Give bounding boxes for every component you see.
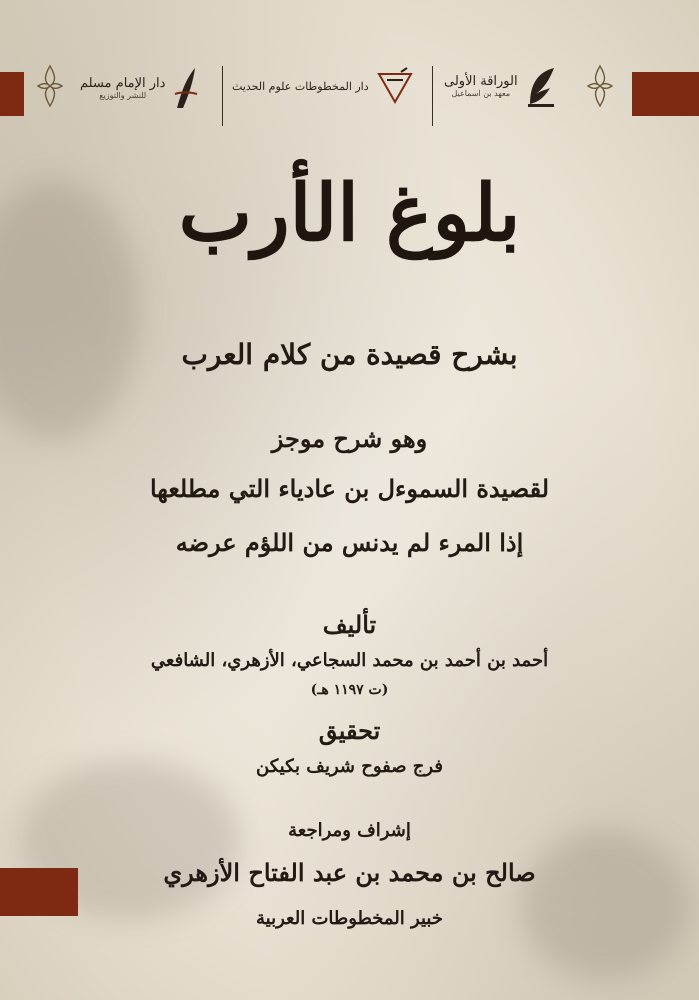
publisher-logo-middle bbox=[232, 66, 415, 106]
book-title: بلوغ الأرب bbox=[178, 168, 521, 259]
publisher-logo-right bbox=[444, 64, 558, 108]
floral-ornament-icon bbox=[36, 64, 64, 108]
paper-stain bbox=[520, 830, 690, 980]
supervision-label: إشراف ومراجعة bbox=[288, 820, 411, 841]
logo-left-name: دار الإمام مسلم bbox=[80, 76, 166, 91]
description-line-3: إذا المرء لم يدنس من اللؤم عرضه bbox=[175, 528, 524, 557]
description-line-2: لقصيدة السموءل بن عادياء التي مطلعها bbox=[149, 474, 550, 503]
logo-divider bbox=[432, 66, 433, 126]
publisher-logo-right-text bbox=[444, 74, 518, 98]
publisher-logo-left-text bbox=[80, 76, 165, 100]
supervisor-role: خبير المخطوطات العربية bbox=[256, 908, 443, 929]
book-subtitle: بشرح قصيدة من كلام العرب bbox=[181, 338, 518, 371]
author-death-date: (ت ١١٩٧ هـ) bbox=[310, 682, 389, 698]
logo-divider bbox=[222, 66, 223, 126]
supervisor-name: صالح بن محمد بن عبد الفتاح الأزهري bbox=[163, 858, 536, 887]
feather-quill-icon bbox=[524, 64, 558, 108]
floral-ornament-icon bbox=[586, 64, 614, 108]
author-name: أحمد بن أحمد بن محمد السجاعي، الأزهري، الشافعي bbox=[150, 650, 549, 671]
editor-name: فرج صفوح شريف بكيكن bbox=[256, 756, 443, 777]
authorship-label: تأليف bbox=[322, 610, 377, 639]
description-line-1: وهو شرح موجز bbox=[271, 424, 428, 453]
book-pen-icon bbox=[375, 66, 415, 106]
logo-right-sub: معهد بن اسماعيل bbox=[451, 89, 511, 98]
logo-left-sub: للنشر والتوزيع bbox=[99, 91, 147, 100]
logo-middle-name: دار المخطوطات علوم الحديث bbox=[232, 79, 369, 93]
calligraphy-mark-icon bbox=[171, 64, 201, 112]
accent-bar-top-left bbox=[0, 72, 24, 116]
accent-bar-top-right bbox=[632, 72, 699, 116]
logo-right-name: الوراقة الأولى bbox=[444, 74, 518, 89]
editing-label: تحقيق bbox=[318, 716, 381, 745]
publisher-logo-left bbox=[80, 64, 201, 112]
